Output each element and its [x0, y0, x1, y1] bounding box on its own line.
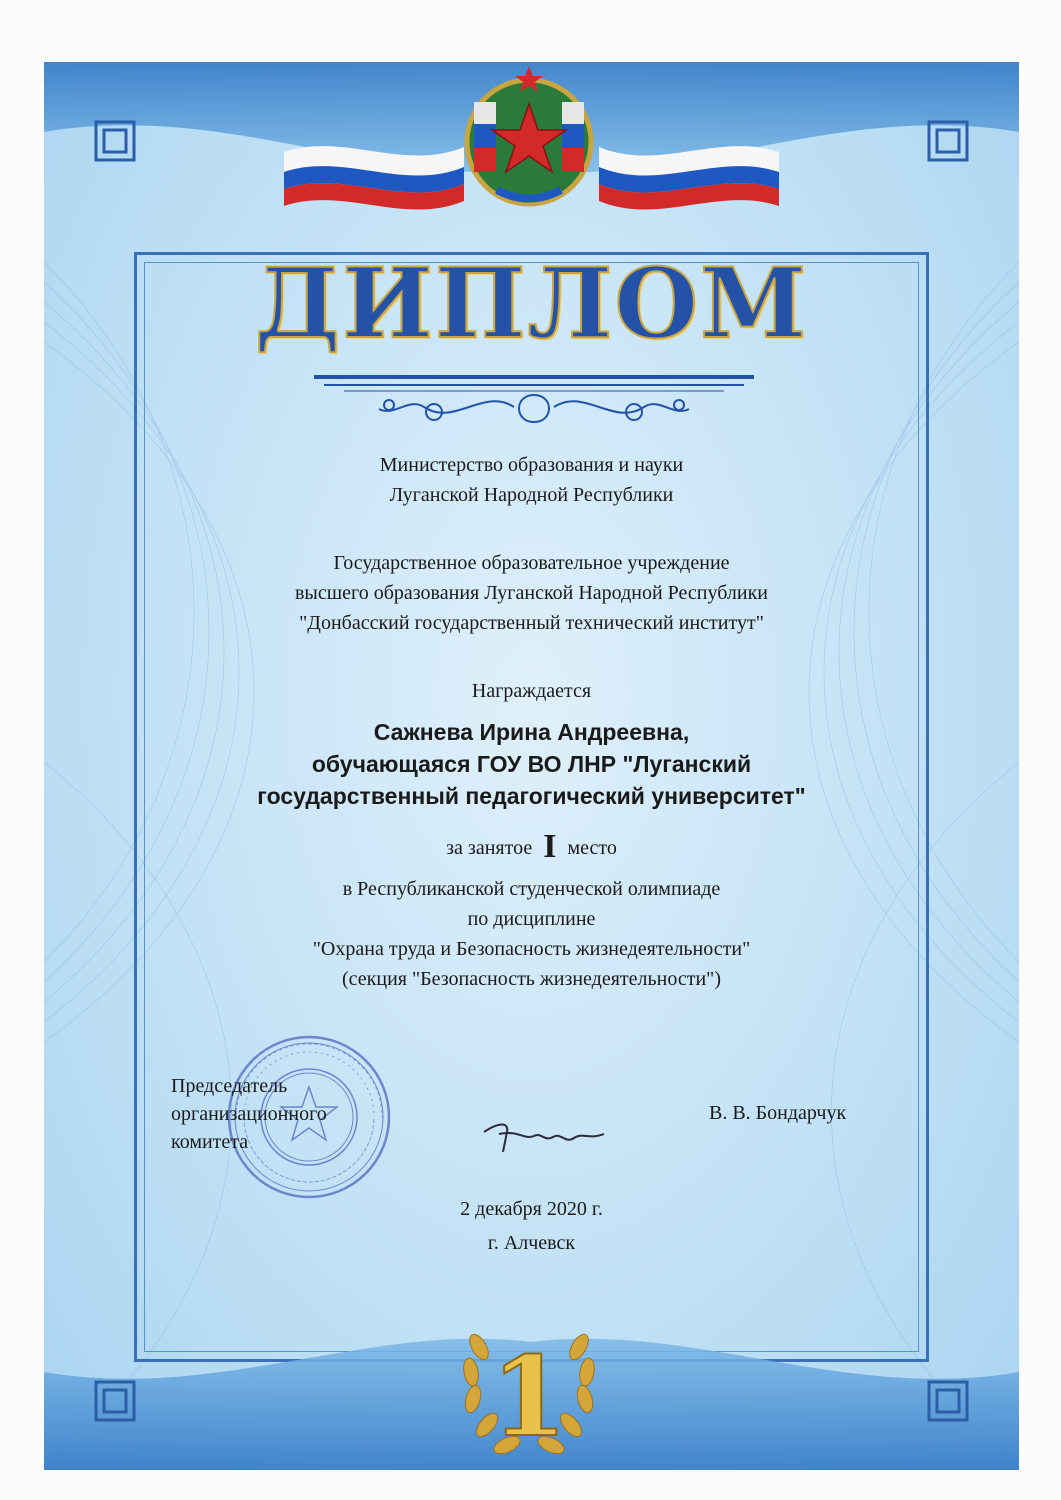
date-city-block: [44, 1194, 1019, 1258]
place-prefix: за занятое: [446, 837, 533, 859]
institution-line: высшего образования Луганской Народной Республики: [294, 582, 769, 604]
issue-date: 2 декабря 2020 г.: [460, 1198, 603, 1220]
ministry-line: Луганской Народной Республики: [389, 484, 674, 506]
signatory-role-line: Председатель: [171, 1075, 288, 1097]
olympiad-line: "Охрана труда и Безопасность жизнедеятельности": [312, 938, 751, 960]
issue-city: г. Алчевск: [487, 1232, 576, 1254]
place-line: [44, 828, 1019, 865]
institution-line: Государственное образовательное учреждение: [333, 552, 730, 574]
handwritten-signature: [479, 1112, 609, 1162]
place-suffix: место: [567, 837, 617, 859]
institution-line: "Донбасский государственный технический институт": [299, 612, 764, 634]
medal-number: 1: [490, 1332, 568, 1461]
diploma-sheet: [44, 62, 1019, 1470]
state-emblem-icon: [439, 62, 619, 212]
ornament-icon: [314, 367, 754, 437]
signatory-role-line: организационного: [171, 1103, 327, 1125]
olympiad-line: (секция "Безопасность жизнедеятельности"): [342, 968, 721, 990]
place-number: I: [543, 828, 557, 865]
recipient-name: Сажнева Ирина Андреевна,: [373, 719, 690, 745]
recipient-affiliation: обучающаяся ГОУ ВО ЛНР "Луганский: [311, 751, 752, 777]
olympiad-line: в Республиканской студенческой олимпиаде: [342, 878, 721, 900]
olympiad-line: по дисциплине: [467, 908, 596, 930]
signatory-role-line: комитета: [171, 1131, 249, 1153]
recipient-block: [44, 716, 1019, 812]
institution-block: [44, 548, 1019, 638]
signatory-name: В. В. Бондарчук: [709, 1102, 847, 1124]
ministry-block: [44, 450, 1019, 510]
awarded-label: Награждается: [471, 680, 592, 702]
signatory-role: [171, 1072, 327, 1156]
diploma-title: ДИПЛОМ: [254, 247, 809, 360]
recipient-affiliation: государственный педагогический университет": [257, 783, 806, 809]
laurel-medal-icon: [449, 1307, 609, 1470]
ministry-line: Министерство образования и науки: [379, 454, 684, 476]
olympiad-block: [44, 874, 1019, 994]
